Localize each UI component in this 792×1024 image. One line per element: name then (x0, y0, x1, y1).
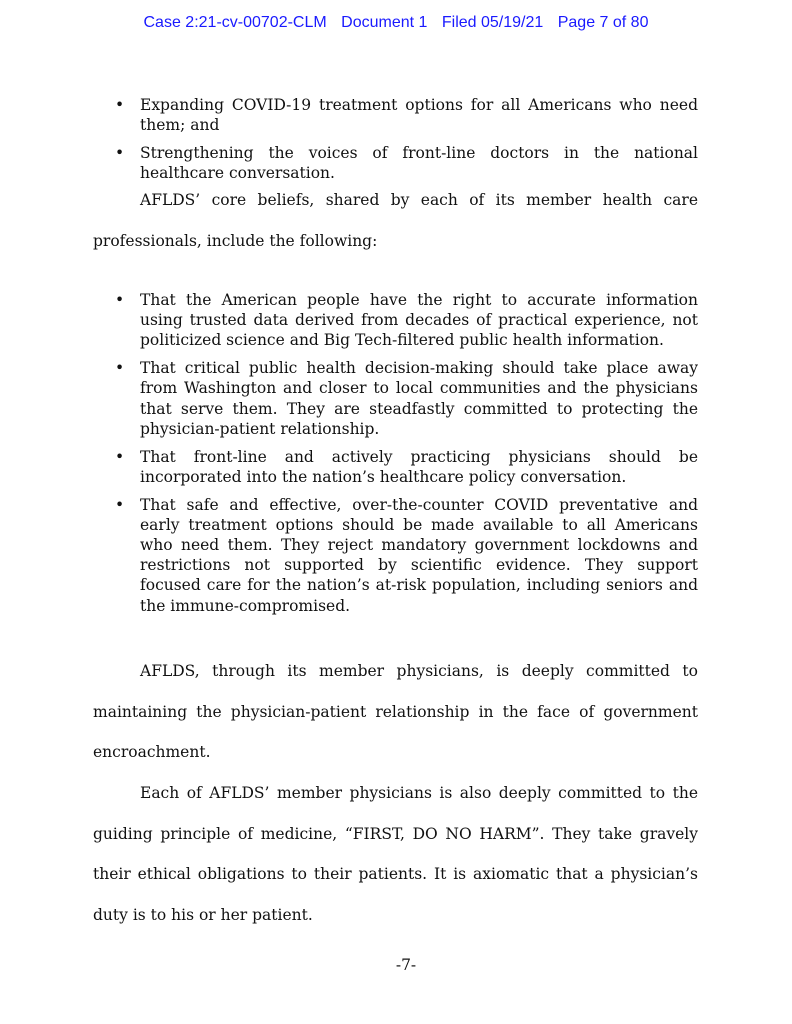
body-paragraph: Each of AFLDS’ member physicians is also deeply committed to the guiding principle of medicine, “FIRST, DO NO HARM”. They take gravely their ethical obligations to their patients. It is axiomatic that a physician’s duty is to his or her patient. (93, 784, 698, 924)
list-item-text: That the American people have the right to accurate information using trusted data derived from decades of practical experience, not politicized science and Big Tech-filtered public health information. (140, 291, 698, 350)
list-item-text: That front-line and actively practicing physicians should be incorporated into the nation’s healthcare policy conversation. (140, 447, 698, 486)
list-item-text: Expanding COVID-19 treatment options for all Americans who need them; and (140, 96, 698, 135)
list-item (93, 143, 698, 183)
core-beliefs-intro (93, 180, 698, 261)
bullet-icon: • (115, 144, 125, 162)
top-bullet-block (93, 95, 698, 191)
body-paragraph: AFLDS, through its member physicians, is deeply committed to maintaining the physician-patient relationship in the face of government encroachment. (93, 662, 698, 761)
bullet-icon: • (115, 359, 125, 378)
list-item (93, 495, 698, 616)
beliefs-bullet-list (93, 290, 698, 616)
top-bullet-list (93, 95, 698, 183)
bullet-icon: • (115, 291, 125, 309)
bullet-icon: • (115, 96, 125, 114)
list-item-text: That safe and effective, over-the-counter COVID preventative and early treatment options should be made available to all Americans who need them. They reject mandatory government lockdowns and restrictions not supported by scientific evidence. They support focused care for the nation’s at-risk population, including seniors and the immune-compromised. (140, 495, 698, 615)
document-number: Document 1 (341, 14, 428, 31)
body-paragraph: AFLDS’ core beliefs, shared by each of its member health care professionals, include the following: (93, 191, 698, 250)
bullet-icon: • (115, 495, 125, 514)
page-count: Page 7 of 80 (557, 14, 649, 31)
page-number: -7- (395, 956, 417, 974)
list-item (93, 290, 698, 351)
bullet-icon: • (115, 447, 125, 466)
filed-date: Filed 05/19/21 (441, 14, 544, 31)
list-item (93, 358, 698, 439)
case-header (0, 14, 792, 32)
list-item (93, 447, 698, 487)
committed-paragraph-block (93, 651, 698, 773)
first-do-no-harm-block (93, 773, 698, 935)
list-item-text: That critical public health decision-making should take place away from Washington and closer to local communities and the physicians that serve them. They are steadfastly committed to protecting the physician-patient relationship. (140, 359, 698, 438)
case-number: Case 2:21-cv-00702-CLM (143, 14, 327, 31)
beliefs-bullet-block (93, 290, 698, 623)
list-item-text: Strengthening the voices of front-line doctors in the national healthcare conversation. (140, 144, 698, 183)
list-item (93, 95, 698, 135)
